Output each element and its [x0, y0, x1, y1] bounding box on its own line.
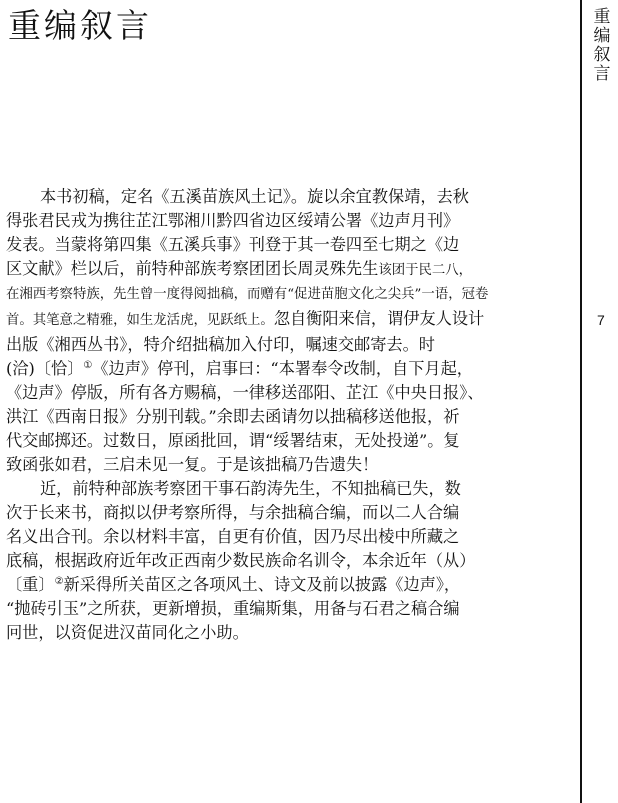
text-line: 出版《湘西丛书》，特介绍拙稿加入付印，嘱速交邮寄去。时 [6, 335, 435, 354]
paragraph-1 [6, 185, 572, 477]
body-text [6, 185, 572, 645]
footnote-marker: ① [83, 360, 93, 371]
text-line: “抛砖引玉”之所获，更新增损，重编斯集，用备与石君之稿合编 [6, 599, 460, 618]
text-line: 致函张如君，三启未见一复。于是该拙稿乃告遗失！ [6, 455, 379, 474]
text-segment: 〔重〕 [6, 575, 55, 594]
text-line-with-footnote [6, 357, 572, 381]
text-line: 代交邮掷还。过数日，原函批回，谓“绥署结束，无处投递”。复 [6, 431, 460, 450]
text-line: 本书初稿，定名《五溪苗族风土记》。旋以余宜教保靖，去秋 [40, 187, 469, 206]
text-line-with-note [6, 307, 572, 333]
page-number: 7 [597, 312, 605, 328]
inline-small-note: 首。其笔意之精雅，如生龙活虎，见跃纸上。 [6, 313, 274, 328]
text-line-with-note [6, 257, 572, 283]
text-line: 洪江《西南日报》分别刊载。”余即去函请勿以拙稿移送他报，祈 [6, 407, 460, 426]
text-line: 名义出合刊。余以材料丰富，自更有价值，因乃尽出棱中所藏之 [6, 527, 460, 546]
text-line: 发表。当蒙将第四集《五溪兵事》刊登于其一卷四至七期之《边 [6, 235, 460, 254]
text-line: 冋世，以资促进汉苗同化之小助。 [6, 623, 249, 642]
margin-rule [580, 0, 582, 803]
paragraph-2 [6, 477, 572, 645]
text-line: 次于长来书，商拟以伊考察所得，与余拙稿合编，而以二人合编 [6, 503, 460, 522]
text-segment: 《边声》停刊，启事曰：“本署奉令改制，自下月起， [92, 359, 473, 378]
footnote-marker: ② [54, 576, 64, 587]
text-segment: 区文献》栏以后，前特种部族考察团团长周灵殊先生 [6, 259, 379, 278]
text-line-with-footnote [6, 573, 572, 597]
text-segment: (洽)〔恰〕 [6, 359, 84, 378]
text-line: 近，前特种部族考察团干事石韵涛先生，不知拙稿已失，数 [40, 479, 461, 498]
text-line: 得张君民戎为携往芷江鄂湘川黔四省边区绥靖公署《边声月刊》 [6, 211, 460, 230]
inline-small-note: 该团于民二八， [378, 263, 473, 278]
text-line: 底稿，根据政府近年改正西南少数民族命名训令，本余近年（从） [6, 551, 476, 570]
inline-small-note-line: 在湘西考察特族，先生曾一度得阅拙稿，而赠有“促进苗胞文化之尖兵”一语，冠卷 [6, 287, 489, 302]
running-header: 重编叙言 [593, 7, 611, 84]
page-title: 重编叙言 [8, 6, 152, 45]
text-segment: 忽自衡阳来信，谓伊友人设计 [273, 309, 485, 328]
text-segment: 新采得所关苗区之各项风土、诗文及前以披露《边声》， [63, 575, 461, 594]
text-line: 《边声》停版，所有各方赐稿，一律移送邵阳、芷江《中央日报》、 [6, 383, 484, 402]
